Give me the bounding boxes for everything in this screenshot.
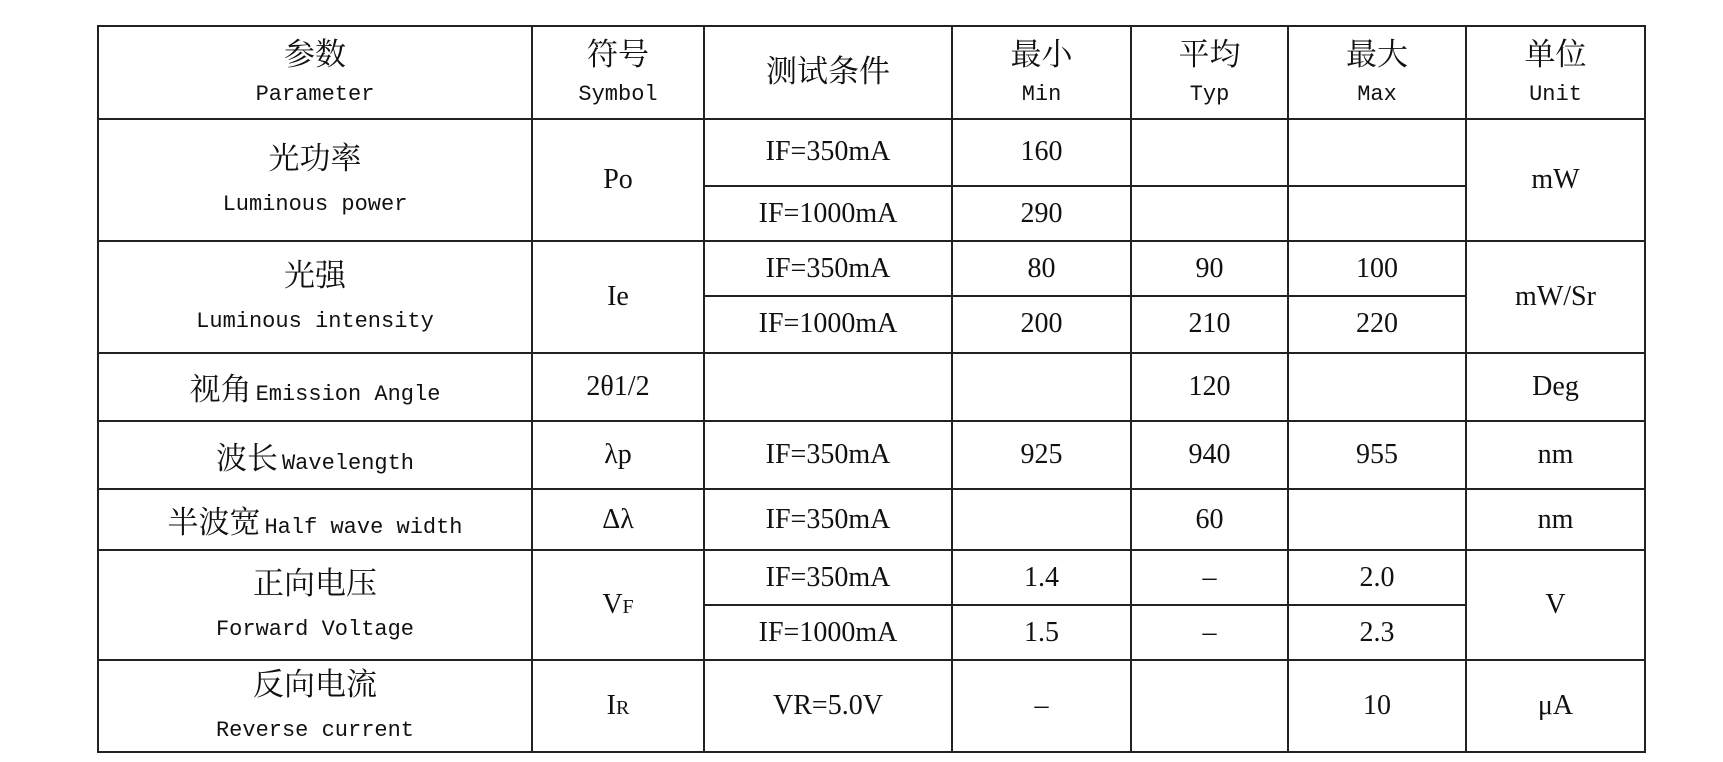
condition-cell: IF=350mA	[704, 119, 952, 186]
typ-cell: –	[1131, 550, 1288, 605]
param-reverse-current	[98, 660, 532, 752]
param-emission-angle	[98, 353, 532, 421]
header-min-en: Min	[1021, 82, 1062, 108]
condition-cell: IF=1000mA	[704, 296, 952, 352]
param-zh: 波长	[215, 440, 278, 477]
unit-cell: μA	[1466, 660, 1645, 752]
unit-cell: Deg	[1466, 353, 1645, 421]
header-max-zh: 最大	[1346, 37, 1408, 74]
symbol-cell	[532, 550, 704, 660]
param-wavelength	[98, 421, 532, 489]
param-forward-voltage	[98, 550, 532, 660]
min-cell: 1.5	[952, 605, 1131, 660]
min-cell: 160	[952, 119, 1131, 186]
typ-cell: 940	[1131, 421, 1288, 489]
param-zh: 半波宽	[167, 505, 261, 542]
max-cell: 10	[1288, 660, 1466, 752]
min-cell: 200	[952, 296, 1131, 352]
header-symbol-zh: 符号	[587, 37, 649, 74]
table-row	[98, 660, 1645, 752]
header-condition-zh: 测试条件	[766, 54, 890, 91]
header-typ-en: Typ	[1189, 82, 1230, 108]
symbol-cell: Po	[532, 119, 704, 241]
table-row	[98, 119, 1645, 186]
symbol-main: V	[602, 589, 623, 621]
header-parameter-zh: 参数	[284, 37, 346, 74]
symbol-cell: Δλ	[532, 489, 704, 550]
unit-cell: V	[1466, 550, 1645, 660]
max-cell: 2.3	[1288, 605, 1466, 660]
table-row	[98, 489, 1645, 550]
condition-cell: IF=1000mA	[704, 605, 952, 660]
typ-cell: –	[1131, 605, 1288, 660]
symbol-cell: 2θ1/2	[532, 353, 704, 421]
header-max	[1288, 26, 1466, 119]
header-unit-zh: 单位	[1524, 37, 1587, 74]
header-max-en: Max	[1357, 82, 1397, 108]
header-row	[98, 26, 1645, 119]
typ-cell	[1131, 660, 1288, 752]
unit-cell: nm	[1466, 421, 1645, 489]
condition-cell: IF=1000mA	[704, 186, 952, 241]
param-en: Luminous intensity	[196, 308, 434, 334]
symbol-cell	[532, 660, 704, 752]
max-cell	[1288, 186, 1466, 241]
symbol-main: I	[606, 690, 616, 722]
typ-cell: 90	[1131, 241, 1288, 296]
param-luminous-power	[98, 119, 532, 241]
min-cell	[952, 353, 1131, 421]
unit-cell: mW/Sr	[1466, 241, 1645, 352]
symbol-cell: λp	[532, 421, 704, 489]
condition-cell	[704, 353, 952, 421]
min-cell	[952, 489, 1131, 550]
param-zh: 光功率	[268, 140, 362, 177]
param-en: Wavelength	[281, 450, 415, 476]
symbol-cell: Ie	[532, 241, 704, 352]
param-zh: 反向电流	[253, 667, 377, 704]
max-cell: 220	[1288, 296, 1466, 352]
param-en: Half wave width	[264, 515, 463, 541]
max-cell: 2.0	[1288, 550, 1466, 605]
min-cell: –	[952, 660, 1131, 752]
param-en: Luminous power	[222, 191, 408, 217]
max-cell: 955	[1288, 421, 1466, 489]
header-unit-en: Unit	[1529, 82, 1582, 108]
typ-cell	[1131, 186, 1288, 241]
param-half-wave-width	[98, 489, 532, 550]
min-cell: 925	[952, 421, 1131, 489]
header-min	[952, 26, 1131, 119]
unit-cell: mW	[1466, 119, 1645, 241]
header-typ	[1131, 26, 1288, 119]
typ-cell: 210	[1131, 296, 1288, 352]
condition-cell: VR=5.0V	[704, 660, 952, 752]
header-unit	[1466, 26, 1645, 119]
max-cell	[1288, 119, 1466, 186]
param-en: Forward Voltage	[215, 617, 415, 643]
condition-cell: IF=350mA	[704, 421, 952, 489]
max-cell: 100	[1288, 241, 1466, 296]
param-zh: 视角	[189, 372, 252, 409]
min-cell: 80	[952, 241, 1131, 296]
unit-cell: nm	[1466, 489, 1645, 550]
symbol-sub: R	[615, 697, 630, 720]
condition-cell: IF=350mA	[704, 241, 952, 296]
header-min-zh: 最小	[1010, 37, 1073, 74]
table-row	[98, 421, 1645, 489]
param-zh: 光强	[284, 257, 346, 294]
min-cell: 290	[952, 186, 1131, 241]
table-row	[98, 353, 1645, 421]
param-en: Reverse current	[215, 718, 415, 744]
table-row	[98, 550, 1645, 605]
table-row	[98, 241, 1645, 296]
header-symbol	[532, 26, 704, 119]
param-zh: 正向电压	[253, 566, 377, 603]
min-cell: 1.4	[952, 550, 1131, 605]
typ-cell: 120	[1131, 353, 1288, 421]
header-parameter-en: Parameter	[255, 82, 375, 108]
condition-cell: IF=350mA	[704, 550, 952, 605]
param-luminous-intensity	[98, 241, 532, 352]
typ-cell	[1131, 119, 1288, 186]
spec-table	[97, 25, 1646, 753]
typ-cell: 60	[1131, 489, 1288, 550]
symbol-sub: F	[622, 596, 634, 619]
header-parameter	[98, 26, 532, 119]
param-en: Emission Angle	[255, 382, 441, 408]
header-symbol-en: Symbol	[578, 82, 658, 108]
condition-cell: IF=350mA	[704, 489, 952, 550]
max-cell	[1288, 353, 1466, 421]
header-condition	[704, 26, 952, 119]
max-cell	[1288, 489, 1466, 550]
header-typ-zh: 平均	[1178, 37, 1241, 74]
